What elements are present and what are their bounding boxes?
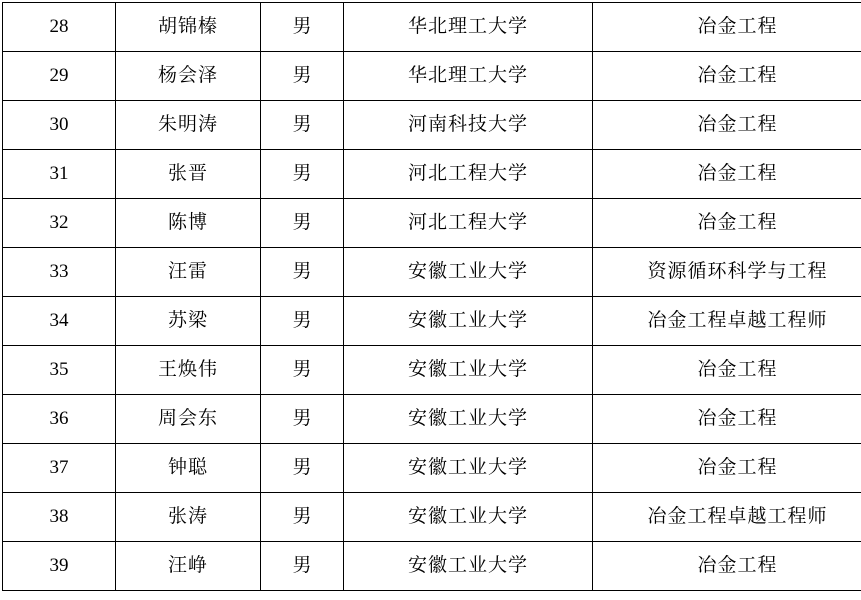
cell-name: 朱明涛 [116, 101, 261, 150]
cell-school: 河北工程大学 [344, 199, 593, 248]
cell-gender: 男 [261, 297, 344, 346]
cell-gender: 男 [261, 395, 344, 444]
table-row [3, 150, 861, 199]
table-row [3, 346, 861, 395]
cell-name: 杨会泽 [116, 52, 261, 101]
table-row [3, 297, 861, 346]
cell-gender: 男 [261, 3, 344, 52]
cell-school: 河北工程大学 [344, 150, 593, 199]
cell-school: 安徽工业大学 [344, 248, 593, 297]
cell-index: 30 [3, 101, 116, 150]
cell-name: 汪雷 [116, 248, 261, 297]
cell-major: 冶金工程 [593, 3, 861, 52]
cell-major: 冶金工程 [593, 101, 861, 150]
table-row [3, 199, 861, 248]
cell-school: 安徽工业大学 [344, 493, 593, 542]
cell-gender: 男 [261, 542, 344, 591]
cell-major: 冶金工程卓越工程师 [593, 493, 861, 542]
cell-index: 39 [3, 542, 116, 591]
cell-name: 周会东 [116, 395, 261, 444]
cell-school: 安徽工业大学 [344, 542, 593, 591]
cell-index: 36 [3, 395, 116, 444]
document-page [0, 2, 861, 600]
cell-index: 32 [3, 199, 116, 248]
cell-gender: 男 [261, 444, 344, 493]
cell-index: 37 [3, 444, 116, 493]
cell-name: 张涛 [116, 493, 261, 542]
cell-gender: 男 [261, 199, 344, 248]
cell-index: 29 [3, 52, 116, 101]
cell-major: 冶金工程 [593, 444, 861, 493]
cell-major: 资源循环科学与工程 [593, 248, 861, 297]
cell-gender: 男 [261, 52, 344, 101]
cell-gender: 男 [261, 493, 344, 542]
table-row [3, 52, 861, 101]
cell-index: 33 [3, 248, 116, 297]
table-row [3, 542, 861, 591]
cell-gender: 男 [261, 150, 344, 199]
table-row [3, 3, 861, 52]
roster-table-body [3, 3, 861, 591]
cell-index: 31 [3, 150, 116, 199]
cell-gender: 男 [261, 101, 344, 150]
cell-name: 王焕伟 [116, 346, 261, 395]
cell-major: 冶金工程卓越工程师 [593, 297, 861, 346]
cell-school: 华北理工大学 [344, 3, 593, 52]
table-row [3, 395, 861, 444]
table-row [3, 493, 861, 542]
table-row [3, 248, 861, 297]
table-row [3, 444, 861, 493]
cell-name: 苏梁 [116, 297, 261, 346]
cell-gender: 男 [261, 346, 344, 395]
cell-school: 安徽工业大学 [344, 444, 593, 493]
cell-major: 冶金工程 [593, 150, 861, 199]
cell-index: 28 [3, 3, 116, 52]
table-row [3, 101, 861, 150]
cell-major: 冶金工程 [593, 52, 861, 101]
roster-table [2, 2, 861, 591]
cell-major: 冶金工程 [593, 395, 861, 444]
cell-major: 冶金工程 [593, 346, 861, 395]
cell-index: 35 [3, 346, 116, 395]
cell-name: 陈博 [116, 199, 261, 248]
cell-school: 安徽工业大学 [344, 346, 593, 395]
cell-major: 冶金工程 [593, 199, 861, 248]
cell-name: 钟聪 [116, 444, 261, 493]
cell-name: 胡锦榛 [116, 3, 261, 52]
cell-name: 汪峥 [116, 542, 261, 591]
cell-school: 华北理工大学 [344, 52, 593, 101]
cell-index: 38 [3, 493, 116, 542]
cell-index: 34 [3, 297, 116, 346]
cell-major: 冶金工程 [593, 542, 861, 591]
cell-school: 安徽工业大学 [344, 395, 593, 444]
cell-name: 张晋 [116, 150, 261, 199]
cell-school: 安徽工业大学 [344, 297, 593, 346]
cell-school: 河南科技大学 [344, 101, 593, 150]
cell-gender: 男 [261, 248, 344, 297]
